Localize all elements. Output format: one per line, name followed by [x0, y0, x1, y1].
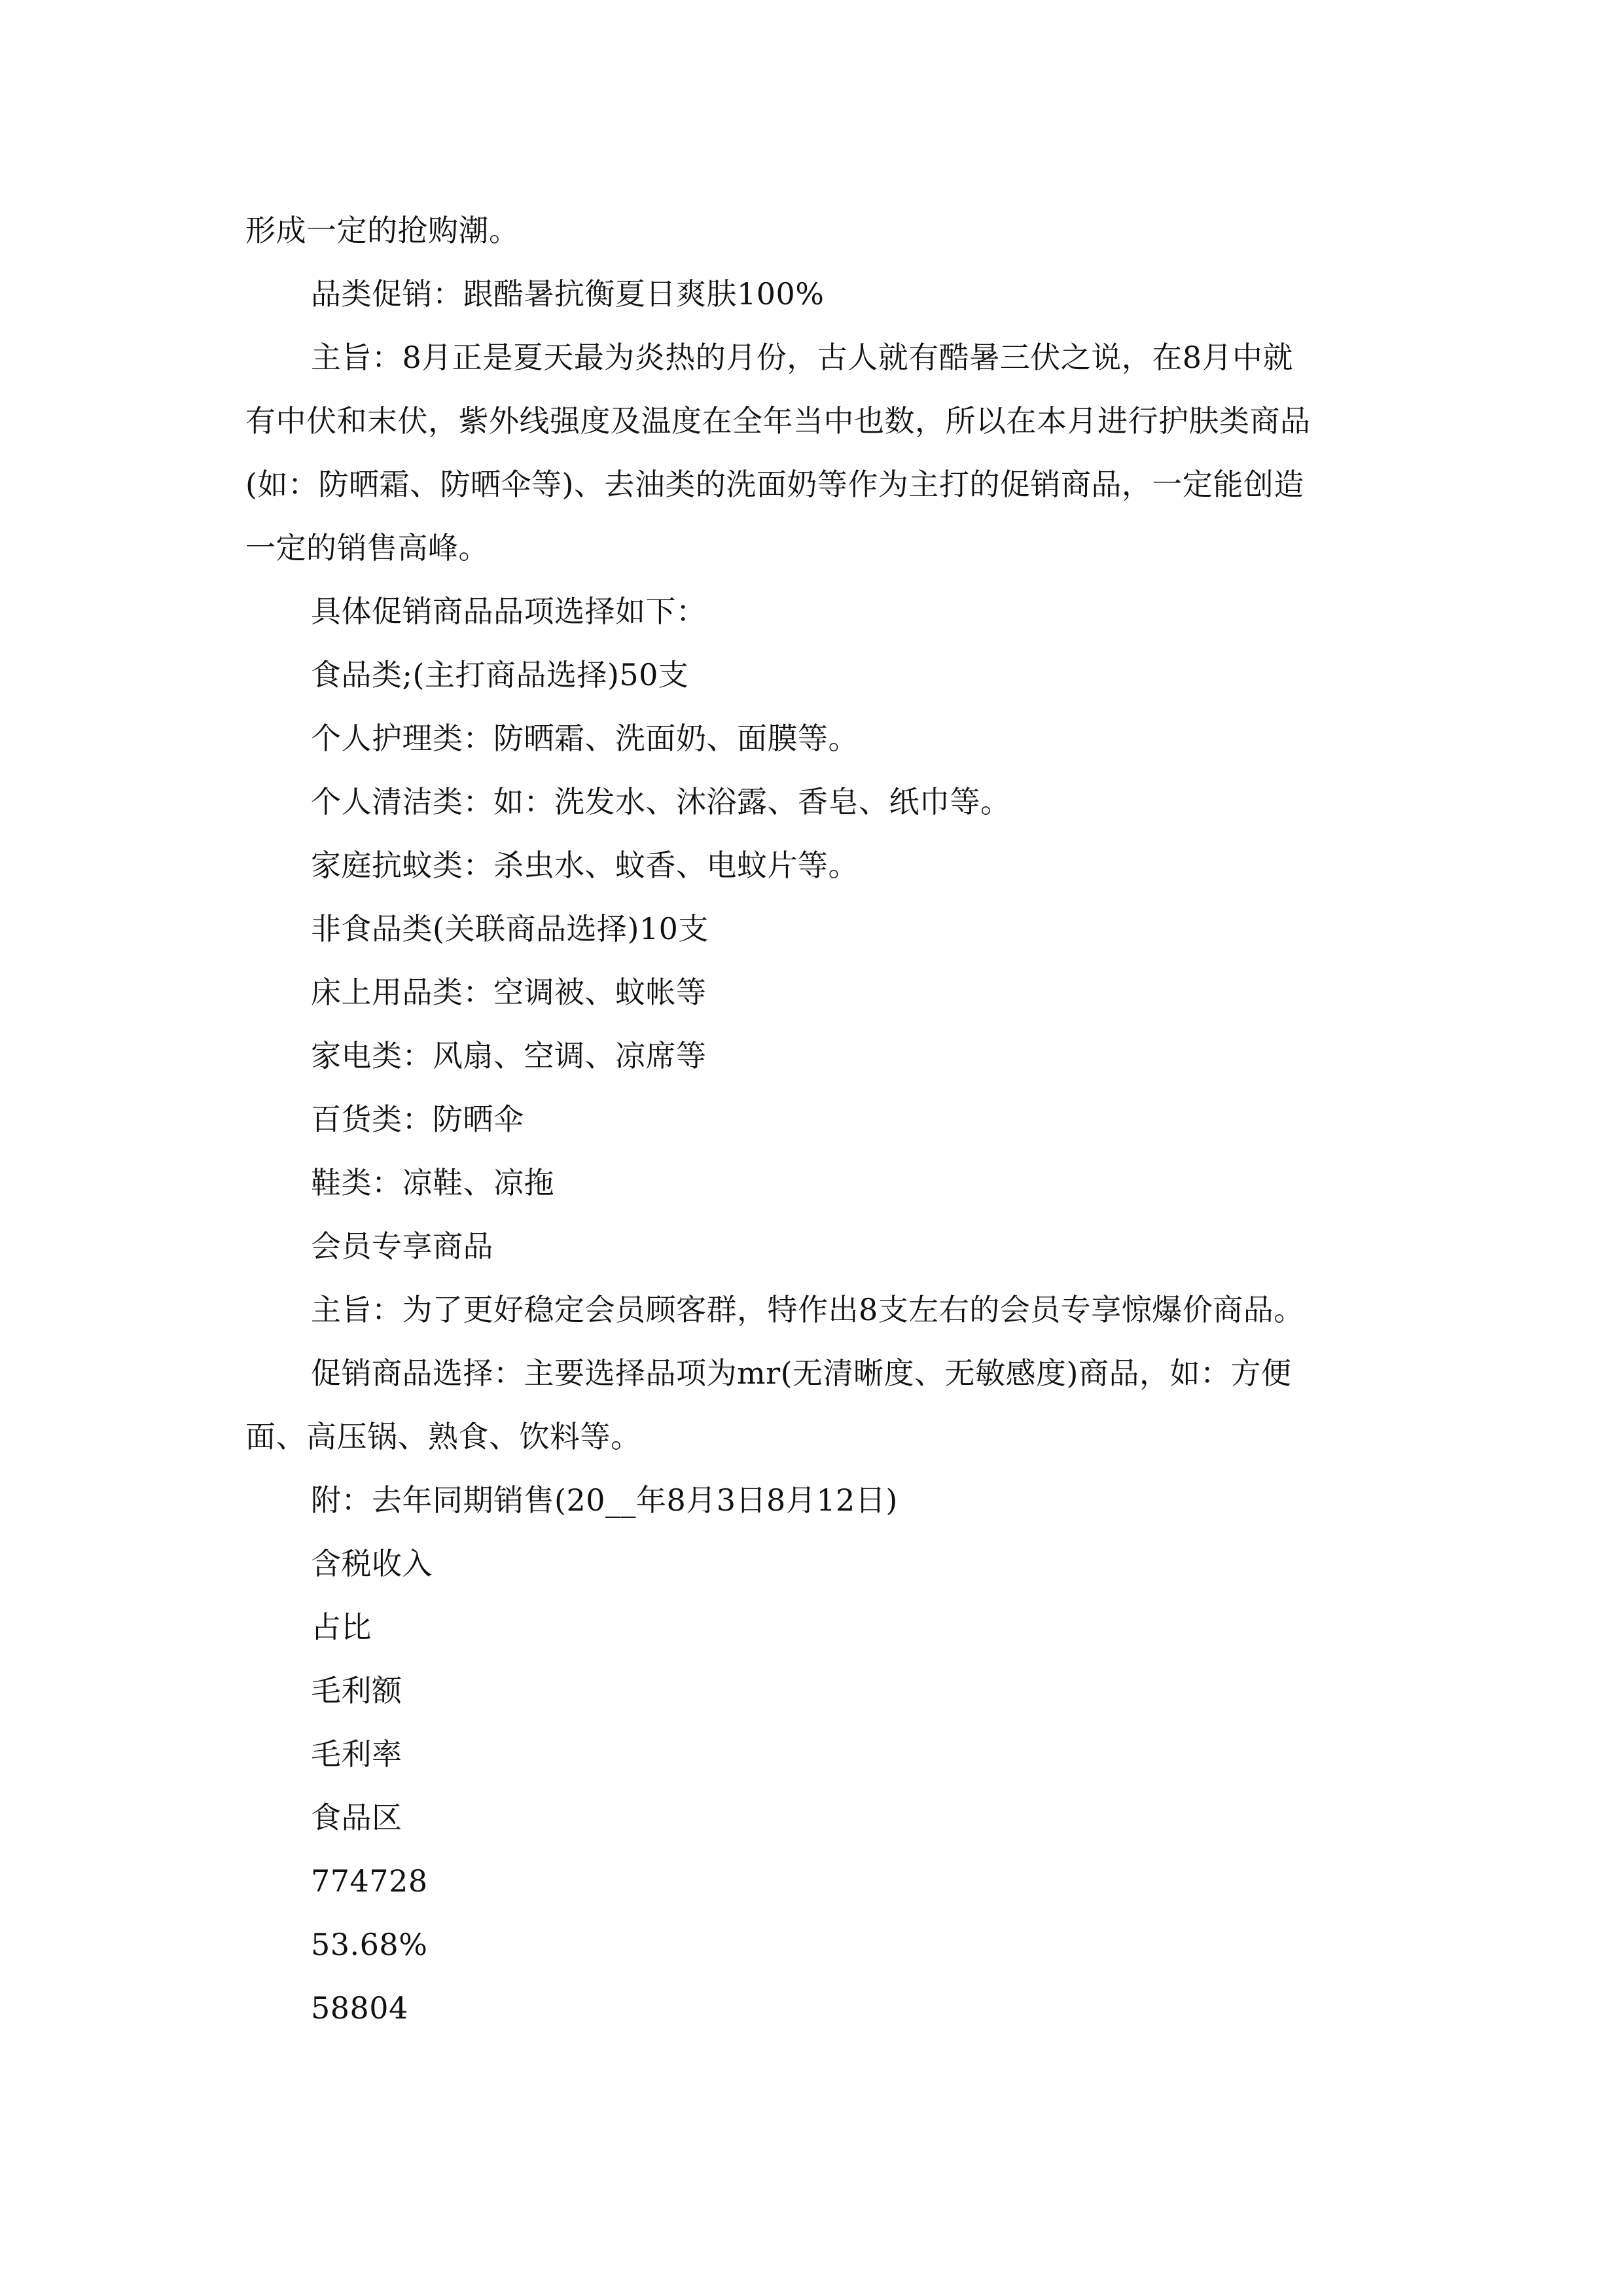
text-line: (如：防晒霜、防晒伞等)、去油类的洗面奶等作为主打的促销商品，一定能创造 [245, 467, 1304, 502]
text-line: 一定的销售高峰。 [245, 530, 489, 565]
text-line: 附：去年同期销售(20__年8月3日8月12日) [311, 1482, 898, 1518]
text-line: 58804 [311, 1990, 408, 2026]
text-line: 食品类;(主打商品选择)50支 [311, 657, 689, 692]
text-line: 非食品类(关联商品选择)10支 [311, 911, 709, 946]
text-line: 品类促销：跟酷暑抗衡夏日爽肤100% [311, 276, 825, 312]
text-line: 会员专享商品 [311, 1229, 493, 1264]
text-line: 床上用品类：空调被、蚊帐等 [311, 975, 707, 1010]
text-line: 家电类：风扇、空调、凉席等 [311, 1038, 707, 1073]
text-line: 毛利额 [311, 1673, 402, 1708]
text-line: 主旨：为了更好稳定会员顾客群，特作出8支左右的会员专享惊爆价商品。 [311, 1292, 1304, 1327]
text-line: 53.68% [311, 1927, 428, 1962]
text-line: 形成一定的抢购潮。 [245, 213, 520, 248]
text-line: 含税收入 [311, 1546, 433, 1581]
text-line: 774728 [311, 1863, 428, 1899]
text-line: 家庭抗蚊类：杀虫水、蚊香、电蚊片等。 [311, 848, 859, 883]
text-line: 个人护理类：防晒霜、洗面奶、面膜等。 [311, 721, 859, 756]
text-line: 鞋类：凉鞋、凉拖 [311, 1165, 554, 1200]
text-line: 面、高压锅、熟食、饮料等。 [245, 1419, 641, 1454]
text-line: 食品区 [311, 1800, 402, 1835]
text-line: 百货类：防晒伞 [311, 1102, 524, 1137]
text-line: 个人清洁类：如：洗发水、沐浴露、香皂、纸巾等。 [311, 784, 1011, 819]
text-line: 具体促销商品品项选择如下： [311, 594, 707, 629]
text-line: 占比 [311, 1609, 372, 1645]
text-line: 有中伏和末伏，紫外线强度及温度在全年当中也数，所以在本月进行护肤类商品 [245, 403, 1311, 439]
text-line: 主旨：8月正是夏天最为炎热的月份，古人就有酷暑三伏之说，在8月中就 [311, 340, 1294, 375]
text-line: 毛利率 [311, 1736, 402, 1772]
text-line: 促销商品选择：主要选择品项为mr(无清晰度、无敏感度)商品，如：方便 [311, 1355, 1292, 1391]
